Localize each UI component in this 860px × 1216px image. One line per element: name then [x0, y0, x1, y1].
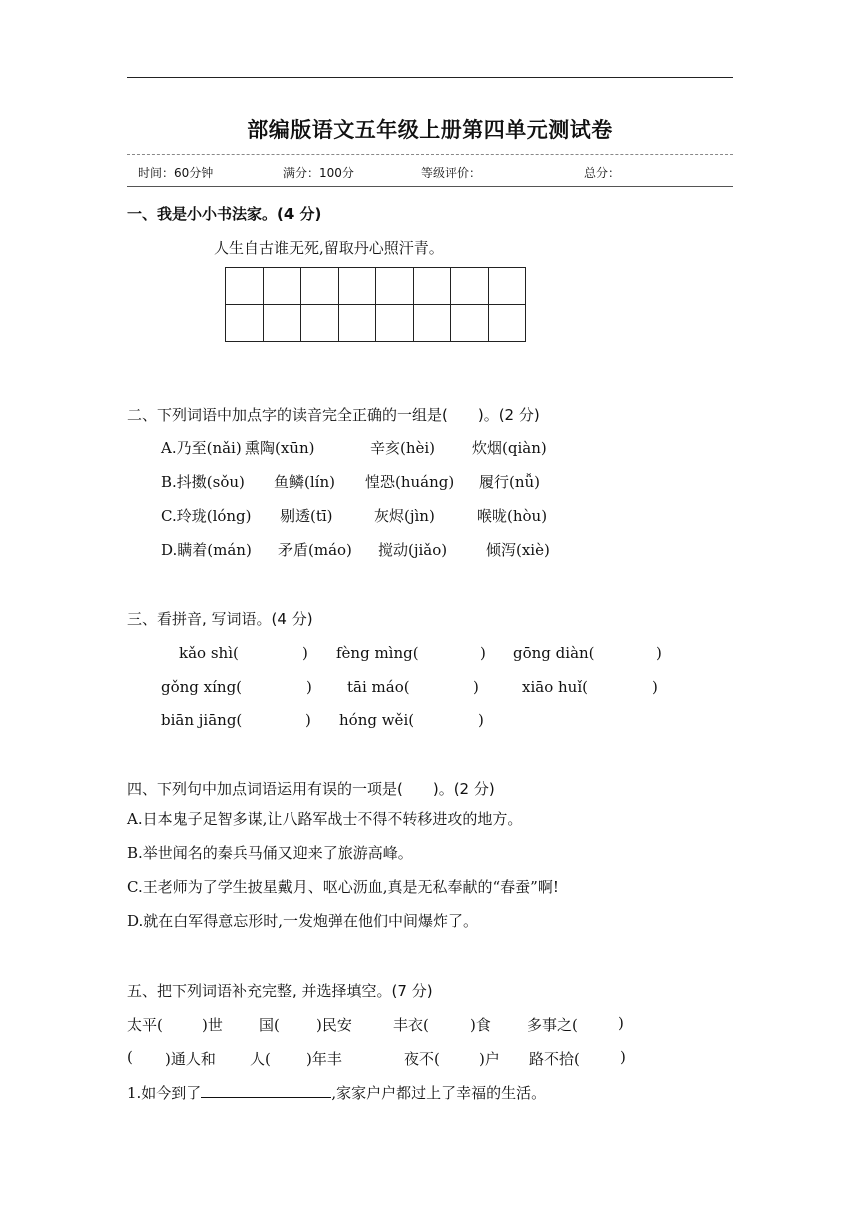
idiom-part: )年丰 — [306, 1050, 342, 1068]
section-1-heading: 一、我是小小书法家。(4 分) — [127, 205, 322, 223]
poem-line: 人生自古谁无死,留取丹心照汗青。 — [214, 239, 444, 257]
option-a-4: 炊烟(qiàn) — [472, 439, 547, 457]
pinyin-item: fèng mìng( — [336, 644, 419, 662]
idiom-part: ) — [618, 1014, 624, 1032]
pinyin-item: gǒng xíng( — [161, 678, 243, 696]
sentence-b: B.举世闻名的秦兵马俑又迎来了旅游高峰。 — [127, 844, 413, 862]
grid-cell[interactable] — [488, 268, 526, 305]
pinyin-close: ) — [652, 678, 658, 696]
section-4-heading: 四、下列句中加点词语运用有误的一项是( )。(2 分) — [127, 780, 495, 798]
idiom-part: ( — [127, 1048, 133, 1066]
sentence-c: C.王老师为了学生披星戴月、呕心沥血,真是无私奉献的“春蚕”啊! — [127, 878, 559, 896]
sentence-a: A.日本鬼子足智多谋,让八路军战士不得不转移进攻的地方。 — [127, 810, 523, 828]
pinyin-close: ) — [478, 711, 484, 729]
idiom-part: 多事之( — [527, 1016, 578, 1034]
answer-blank[interactable] — [201, 1083, 331, 1098]
idiom-part: 人( — [250, 1050, 271, 1068]
option-c-2: 剔透(tī) — [280, 507, 333, 525]
grid-cell[interactable] — [301, 305, 339, 342]
grid-cell[interactable] — [263, 268, 301, 305]
option-b-3: 惶恐(huáng) — [365, 473, 455, 491]
section-5-heading: 五、把下列词语补充完整, 并选择填空。(7 分) — [127, 982, 433, 1000]
grid-cell[interactable] — [263, 305, 301, 342]
grid-cell[interactable] — [226, 305, 264, 342]
grid-cell[interactable] — [451, 268, 489, 305]
idiom-part: ) — [620, 1048, 626, 1066]
option-a-1: A.乃至(nǎi) — [161, 439, 242, 457]
pinyin-item: hóng wěi( — [339, 711, 415, 729]
idiom-part: )民安 — [316, 1016, 352, 1034]
pinyin-close: ) — [473, 678, 479, 696]
grid-cell[interactable] — [338, 268, 376, 305]
option-a-2: 熏陶(xūn) — [245, 439, 315, 457]
pinyin-close: ) — [656, 644, 662, 662]
option-c-3: 灰烬(jìn) — [374, 507, 435, 525]
grade-label: 等级评价： — [421, 166, 482, 180]
idiom-part: )户 — [479, 1050, 500, 1068]
idiom-part: 太平( — [127, 1016, 163, 1034]
pinyin-item: gōng diàn( — [513, 644, 595, 662]
idiom-part: )通人和 — [165, 1050, 216, 1068]
dashed-divider — [127, 154, 733, 155]
sentence-d: D.就在白军得意忘形时,一发炮弹在他们中间爆炸了。 — [127, 912, 479, 930]
option-b-1: B.抖擞(sǒu) — [161, 473, 245, 491]
time-label: 时间：60分钟 — [138, 166, 214, 180]
option-b-4: 履行(nǚ) — [479, 473, 541, 491]
pinyin-item: tāi máo( — [347, 678, 410, 696]
pinyin-item: kǎo shì( — [179, 644, 239, 662]
idiom-part: 国( — [259, 1016, 280, 1034]
idiom-part: 路不拾( — [529, 1050, 580, 1068]
option-b-2: 鱼鳞(lín) — [274, 473, 335, 491]
question-1-suffix: ,家家户户都过上了幸福的生活。 — [331, 1084, 547, 1102]
pinyin-close: ) — [480, 644, 486, 662]
full-score-label: 满分：100分 — [283, 166, 354, 180]
pinyin-item: biān jiāng( — [161, 711, 243, 729]
grid-cell[interactable] — [338, 305, 376, 342]
pinyin-close: ) — [302, 644, 308, 662]
idiom-part: )世 — [202, 1016, 223, 1034]
header-bottom-rule — [127, 186, 733, 187]
pinyin-close: ) — [306, 678, 312, 696]
option-d-2: 矛盾(máo) — [278, 541, 352, 559]
pinyin-item: xiāo huǐ( — [522, 678, 588, 696]
idiom-part: )食 — [470, 1016, 491, 1034]
writing-grid[interactable] — [225, 267, 526, 342]
option-d-3: 搅动(jiǎo) — [378, 541, 448, 559]
grid-cell[interactable] — [413, 268, 451, 305]
idiom-part: 夜不( — [404, 1050, 440, 1068]
grid-cell[interactable] — [451, 305, 489, 342]
option-a-3: 辛亥(hèi) — [370, 439, 436, 457]
top-rule — [127, 77, 733, 78]
fill-question-1 — [127, 1082, 546, 1103]
pinyin-close: ) — [305, 711, 311, 729]
question-1-prefix: 1.如今到了 — [127, 1084, 202, 1102]
grid-cell[interactable] — [488, 305, 526, 342]
grid-cell[interactable] — [413, 305, 451, 342]
option-d-1: D.瞒着(mán) — [161, 541, 252, 559]
option-c-4: 喉咙(hòu) — [477, 507, 548, 525]
idiom-part: 丰衣( — [393, 1016, 429, 1034]
page-title: 部编版语文五年级上册第四单元测试卷 — [247, 118, 613, 142]
option-c-1: C.玲珑(lóng) — [161, 507, 252, 525]
grid-cell[interactable] — [376, 268, 414, 305]
option-d-4: 倾泻(xiè) — [486, 541, 550, 559]
grid-cell[interactable] — [376, 305, 414, 342]
grid-cell[interactable] — [226, 268, 264, 305]
grid-cell[interactable] — [301, 268, 339, 305]
section-3-heading: 三、看拼音, 写词语。(4 分) — [127, 610, 313, 628]
total-score-label: 总分： — [584, 166, 621, 180]
section-2-heading: 二、下列词语中加点字的读音完全正确的一组是( )。(2 分) — [127, 406, 540, 424]
